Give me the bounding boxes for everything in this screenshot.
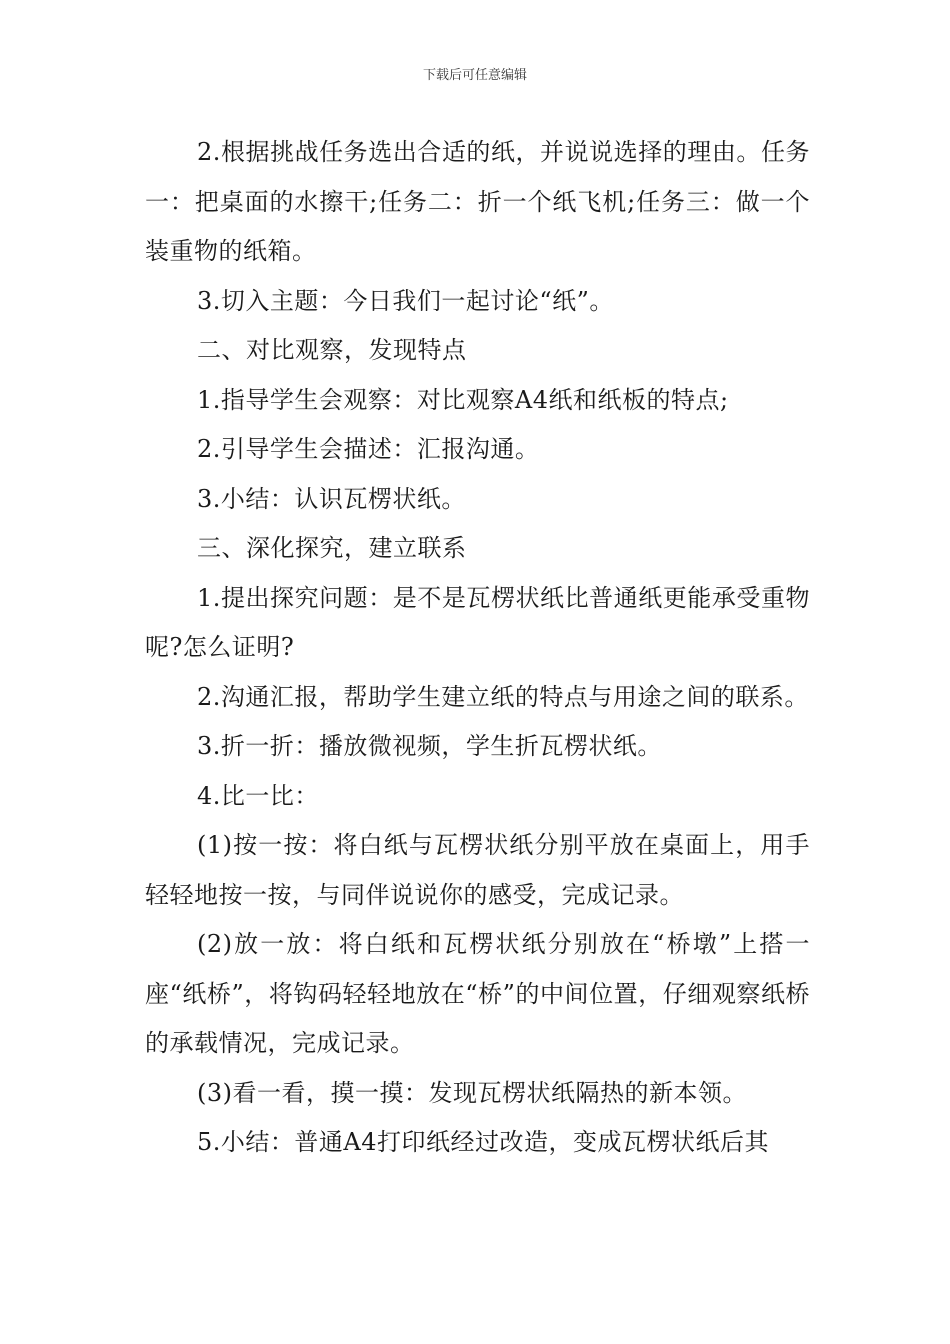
paragraph-compare: 4.比一比： [197,781,319,810]
paragraph-look-touch: (3)看一看，摸一摸：发现瓦楞状纸隔热的新本领。 [197,1078,747,1107]
paragraph-guide-observe: 1.指导学生会观察：对比观察A4纸和纸板的特点; [197,385,729,414]
paragraph-fold: 3.折一折：播放微视频，学生折瓦楞状纸。 [197,732,662,760]
paragraph-report-connect: 2.沟通汇报，帮助学生建立纸的特点与用途之间的联系。 [197,682,809,711]
paragraph-final-summary: 5.小结：普通A4打印纸经过改造，变成瓦楞状纸后其 [197,1128,769,1156]
page-header-note: 下载后可任意编辑 [422,68,527,83]
paragraph-summary-corrugated: 3.小结：认识瓦楞状纸。 [197,484,466,513]
paragraph-task-selection: 2.根据挑战任务选出合适的纸，并说说选择的理由。任务一：把桌面的水擦干;任务二：折一个纸飞机;任务三：做一个装重物的纸箱。 [145,138,810,265]
paragraph-paper-bridge: (2)放一放：将白纸和瓦楞状纸分别放在“桥墩”上搭一座“纸桥”，将钩码轻轻地放在“桥”的中间位置，仔细观察纸桥的承载情况，完成记录。 [145,930,810,1057]
section-heading-compare-observe: 二、对比观察，发现特点 [197,336,467,364]
paragraph-guide-describe: 2.引导学生会描述：汇报沟通。 [197,435,540,463]
paragraph-topic-intro: 3.切入主题：今日我们一起讨论“纸”。 [197,286,614,315]
paragraph-inquiry-question: 1.提出探究问题：是不是瓦楞状纸比普通纸更能承受重物呢?怎么证明? [145,583,810,661]
document-body [145,128,810,1168]
section-heading-deepen-explore: 三、深化探究，建立联系 [197,534,467,562]
paragraph-press: (1)按一按：将白纸与瓦楞状纸分别平放在桌面上，用手轻轻地按一按，与同伴说说你的感受，完成记录。 [145,831,810,909]
